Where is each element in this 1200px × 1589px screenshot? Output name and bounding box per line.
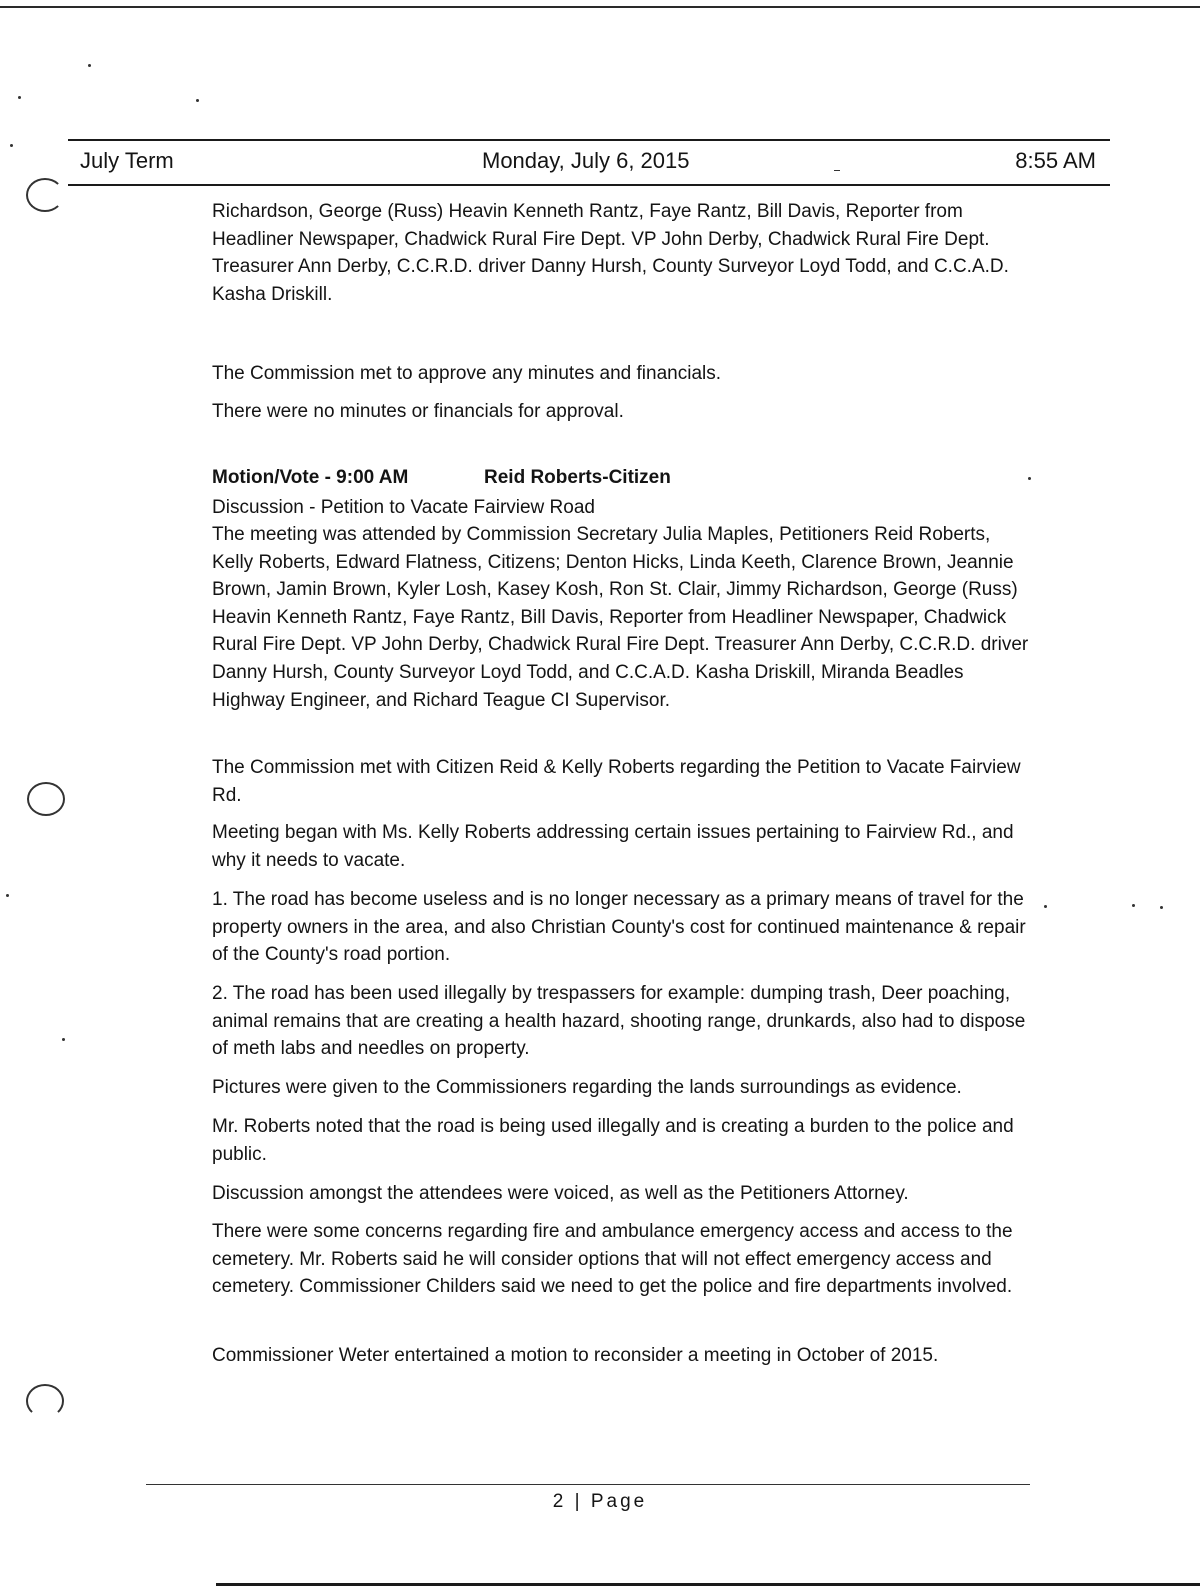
scan-speck xyxy=(196,99,199,102)
discussion-voiced-paragraph: Discussion amongst the attendees were voiced, as well as the Petitioners Attorney. xyxy=(212,1183,909,1204)
page-number: 2 | Page xyxy=(552,1491,648,1512)
header-rule-top xyxy=(68,139,1110,141)
no-minutes-paragraph: There were no minutes or financials for approval. xyxy=(212,401,624,422)
motion-vote-label: Motion/Vote - 9:00 AM xyxy=(212,467,409,488)
pictures-paragraph: Pictures were given to the Commissioners regarding the lands surroundings as evidence. xyxy=(212,1077,962,1098)
discussion-line: Discussion - Petition to Vacate Fairview Road xyxy=(212,497,595,518)
header-tick-mark xyxy=(834,170,840,171)
scan-speck xyxy=(1044,905,1047,908)
met-minutes-paragraph: The Commission met to approve any minutes and financials. xyxy=(212,363,722,384)
page-header xyxy=(80,148,1096,178)
header-date: Monday, July 6, 2015 xyxy=(482,148,690,173)
binder-hole-middle xyxy=(27,782,65,816)
mr-roberts-paragraph: Mr. Roberts noted that the road is being used illegally and is creating a burden to the police and public. xyxy=(212,1116,1014,1165)
header-term: July Term xyxy=(80,148,174,173)
binder-hole-top xyxy=(26,178,64,212)
scan-speck xyxy=(1028,477,1031,480)
scan-speck xyxy=(18,96,21,99)
motion-reconsider-paragraph: Commissioner Weter entertained a motion to reconsider a meeting in October of 2015. xyxy=(212,1345,939,1366)
scan-speck xyxy=(1132,904,1135,907)
met-with-paragraph: The Commission met with Citizen Reid & Kelly Roberts regarding the Petition to Vacate Fairview Rd. xyxy=(212,757,1021,806)
scan-speck xyxy=(62,1038,65,1041)
header-rule-bottom xyxy=(68,184,1110,186)
motion-vote-heading xyxy=(212,467,671,489)
binder-hole-bottom xyxy=(26,1384,64,1418)
header-time: 8:55 AM xyxy=(1015,148,1096,173)
scan-speck xyxy=(1160,906,1163,909)
footer-rule xyxy=(146,1484,1030,1485)
point-2-paragraph: 2. The road has been used illegally by trespassers for example: dumping trash, Deer poaching, animal remains that are creating a health hazard, shooting range, drunkards, also had to dispose of meth labs and needles on property. xyxy=(212,983,1026,1060)
scan-speck xyxy=(6,894,9,897)
meeting-began-paragraph: Meeting began with Ms. Kelly Roberts addressing certain issues pertaining to Fairview Rd., and why it needs to vacate. xyxy=(212,822,1014,871)
scan-edge-line xyxy=(0,6,1200,8)
scan-bottom-edge xyxy=(216,1583,1200,1586)
scan-speck xyxy=(10,144,13,147)
point-1-paragraph: 1. The road has become useless and is no longer necessary as a primary means of travel for the property owners in the area, and also Christian County's cost for continued maintenance & repair of the County's road portion. xyxy=(212,889,1026,966)
attendees-continued-paragraph: Richardson, George (Russ) Heavin Kenneth Rantz, Faye Rantz, Bill Davis, Reporter from Headliner Newspaper, Chadwick Rural Fire Dept. VP John Derby, Chadwick Rural Fire Dept. Treasurer Ann Derby, C.C.R.D. driver Danny Hursh, County Surveyor Loyd Todd, and C.C.A.D. Kasha Driskill. xyxy=(212,201,1009,305)
attendance-paragraph: The meeting was attended by Commission Secretary Julia Maples, Petitioners Reid Roberts, Kelly Roberts, Edward Flatness, Citizens; Denton Hicks, Linda Keeth, Clarence Brown, Jeannie Brown, Jamin Brown, Kyler Losh, Kasey Kosh, Ron St. Clair, Jimmy Richardson, George (Russ) Heavin Kenneth Rantz, Faye Rantz, Bill Davis, Reporter from Headliner Newspaper, Chadwick Rural Fire Dept. VP John Derby, Chadwick Rural Fire Dept. Treasurer Ann Derby, C.C.R.D. driver Danny Hursh, County Surveyor Loyd Todd, and C.C.A.D. Kasha Driskill, Miranda Beadles Highway Engineer, and Richard Teague CI Supervisor. xyxy=(212,524,1029,711)
concerns-paragraph: There were some concerns regarding fire and ambulance emergency access and access to the cemetery. Mr. Roberts said he will consider options that will not effect emergency access and cemetery. Commissioner Childers said we need to get the police and fire departments involved. xyxy=(212,1221,1013,1298)
scan-speck xyxy=(88,64,91,67)
motion-vote-name: Reid Roberts-Citizen xyxy=(484,467,671,488)
